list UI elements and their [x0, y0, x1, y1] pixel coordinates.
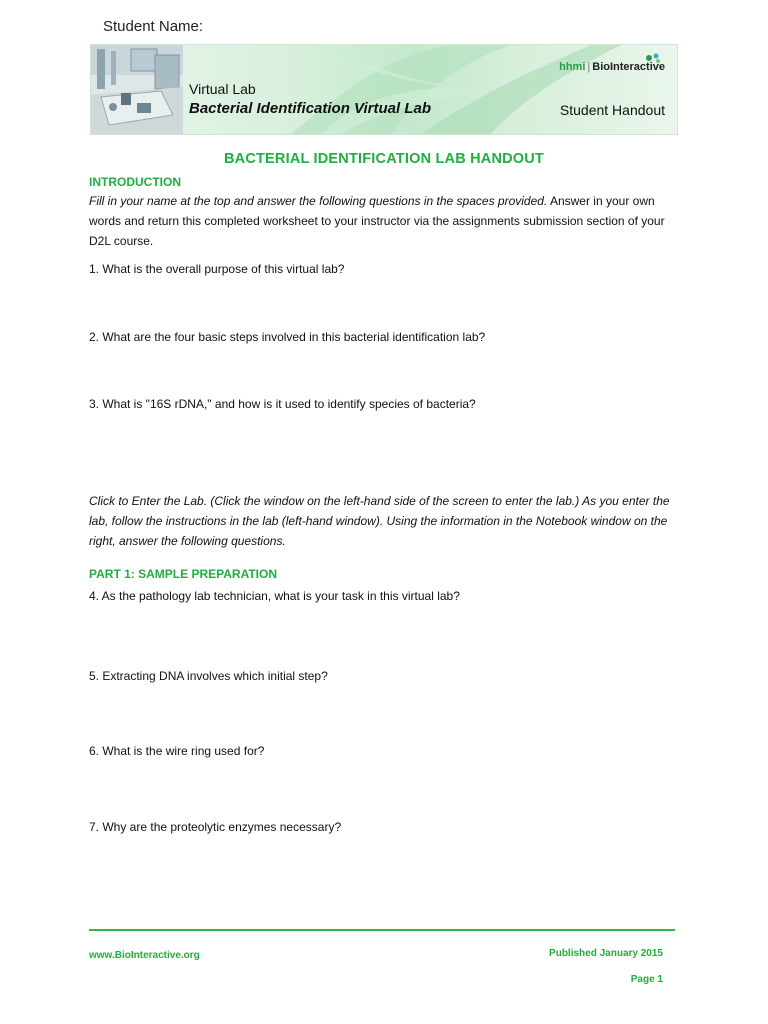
lab-instructions: Click to Enter the Lab. (Click the window on the left-hand side of the screen to enter the lab.) As you enter the lab, follow the instructions in the lab (left-hand window). Using the information in the Notebook window on the right, answer the following questions.: [89, 494, 670, 548]
footer-published-date: Published January 2015: [549, 948, 663, 959]
banner-title: Bacterial Identification Virtual Lab: [189, 100, 431, 117]
logo-hhmi-text: hhmi: [559, 61, 586, 73]
banner-handout-label: Student Handout: [559, 102, 665, 118]
footer-divider: [89, 929, 675, 931]
header-banner: [90, 44, 678, 135]
document-title: BACTERIAL IDENTIFICATION LAB HANDOUT: [223, 151, 544, 167]
intro-plain-text: Answer in your own words and return this completed worksheet to your instructor via the assignments submission section of your D2L course.: [89, 194, 665, 248]
lab-room-image: [91, 45, 183, 134]
question-6: 6. What is the wire ring used for?: [89, 744, 265, 758]
question-5: 5. Extracting DNA involves which initial step?: [89, 669, 328, 683]
question-4: 4. As the pathology lab technician, what is your task in this virtual lab?: [89, 589, 460, 603]
introduction-heading: INTRODUCTION: [89, 175, 181, 189]
question-1: 1. What is the overall purpose of this virtual lab?: [89, 262, 345, 276]
intro-italic-text: Fill in your name at the top and answer the following questions in the spaces provided.: [89, 194, 548, 208]
question-3: 3. What is "16S rDNA," and how is it used to identify species of bacteria?: [89, 397, 476, 411]
logo-separator: |: [587, 61, 591, 73]
introduction-text: [89, 191, 674, 251]
question-7: 7. Why are the proteolytic enzymes necessary?: [89, 820, 342, 834]
logo-biointeractive-text: BioInteractive: [592, 61, 665, 73]
question-2: 2. What are the four basic steps involved in this bacterial identification lab?: [89, 330, 486, 344]
part1-heading: PART 1: SAMPLE PREPARATION: [89, 567, 278, 581]
footer-url: www.BioInteractive.org: [89, 950, 200, 961]
student-name-label: Student Name:: [103, 18, 204, 35]
footer-page-number: Page 1: [630, 974, 663, 985]
banner-kicker: Virtual Lab: [189, 81, 256, 97]
hhmi-biointeractive-logo: [559, 61, 665, 73]
